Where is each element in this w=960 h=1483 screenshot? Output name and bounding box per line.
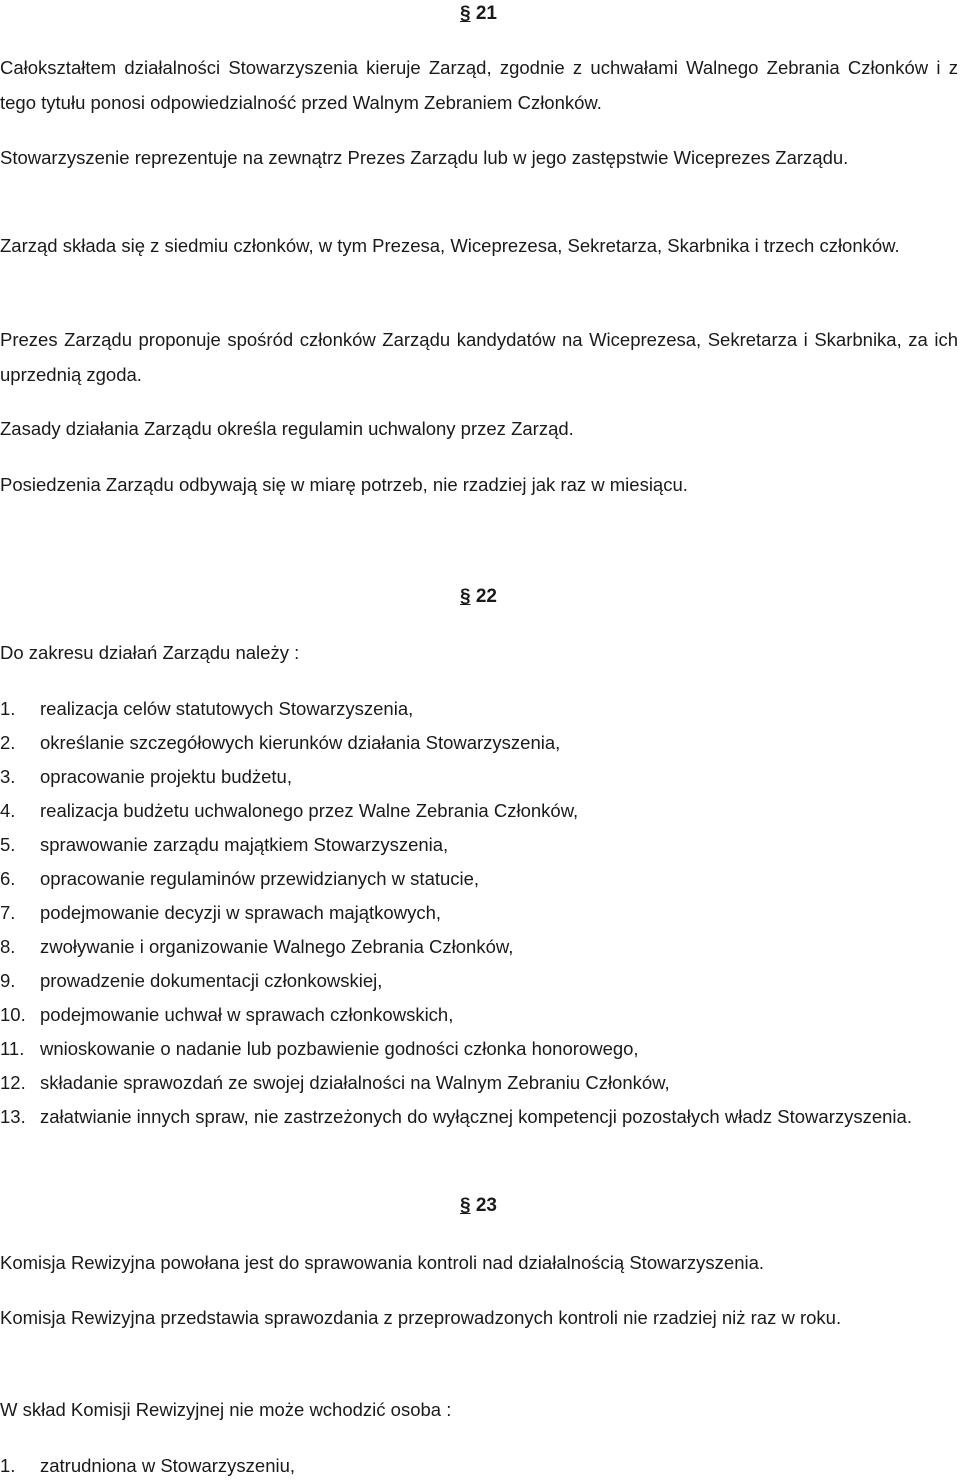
section-number: 23 xyxy=(475,1195,497,1216)
item-number: 12. xyxy=(0,1072,26,1093)
item-text: sprawowanie zarządu majątkiem Stowarzyszenia, xyxy=(40,834,449,855)
item-number: 4. xyxy=(0,800,16,821)
list-item xyxy=(0,964,958,998)
list-item xyxy=(0,896,958,930)
item-number: 1. xyxy=(0,1455,16,1476)
exclusions-list xyxy=(0,1449,958,1483)
item-text: załatwianie innych spraw, nie zastrzeżonych do wyłącznej kompetencji pozostałych władz Stowarzyszenia. xyxy=(40,1106,912,1127)
paragraph: W skład Komisji Rewizyjnej nie może wchodzić osoba : xyxy=(0,1399,452,1420)
list-item xyxy=(0,862,958,896)
list-item xyxy=(0,726,958,760)
list-item xyxy=(0,828,958,862)
section-number: 21 xyxy=(475,3,497,24)
item-number: 13. xyxy=(0,1106,26,1127)
item-number: 10. xyxy=(0,1004,26,1025)
list-item xyxy=(0,692,958,726)
duties-list xyxy=(0,692,958,1134)
list-item xyxy=(0,1066,958,1100)
section-number: 22 xyxy=(475,586,497,607)
paragraph: Zarząd składa się z siedmiu członków, w tym Prezesa, Wiceprezesa, Sekretarza, Skarbnika i trzech członków. xyxy=(0,235,900,256)
item-number: 11. xyxy=(0,1038,25,1059)
section-sign: § xyxy=(460,1195,471,1216)
list-item xyxy=(0,998,958,1032)
paragraph: Prezes Zarządu proponuje spośród członków Zarządu kandydatów na Wiceprezesa, Sekretarza i Skarbnika, za ich uprzednią zgoda. xyxy=(0,329,958,385)
item-number: 3. xyxy=(0,766,16,787)
section-heading-23 xyxy=(460,1194,497,1218)
item-text: zatrudniona w Stowarzyszeniu, xyxy=(40,1455,296,1476)
list-item xyxy=(0,930,958,964)
list-item xyxy=(0,1032,958,1066)
paragraph: Komisja Rewizyjna powołana jest do sprawowania kontroli nad działalnością Stowarzyszenia. xyxy=(0,1252,765,1273)
list-item xyxy=(0,1449,958,1483)
item-number: 8. xyxy=(0,936,16,957)
item-text: składanie sprawozdań ze swojej działalności na Walnym Zebraniu Członków, xyxy=(40,1072,670,1093)
item-text: prowadzenie dokumentacji członkowskiej, xyxy=(40,970,383,991)
paragraph: Całokształtem działalności Stowarzyszenia kieruje Zarząd, zgodnie z uchwałami Walnego Zebrania Członków i z tego tytułu ponosi odpowiedzialność przed Walnym Zebraniem Członków. xyxy=(0,57,958,113)
item-text: opracowanie regulaminów przewidzianych w statucie, xyxy=(40,868,480,889)
item-text: określanie szczegółowych kierunków działania Stowarzyszenia, xyxy=(40,732,561,753)
item-text: podejmowanie uchwał w sprawach członkowskich, xyxy=(40,1004,454,1025)
section-sign: § xyxy=(460,3,471,24)
item-number: 6. xyxy=(0,868,16,889)
list-item xyxy=(0,760,958,794)
list-item xyxy=(0,794,958,828)
paragraph: Zasady działania Zarządu określa regulamin uchwalony przez Zarząd. xyxy=(0,418,574,439)
list-intro: Do zakresu działań Zarządu należy : xyxy=(0,642,300,663)
item-number: 1. xyxy=(0,698,16,719)
paragraph: Komisja Rewizyjna przedstawia sprawozdania z przeprowadzonych kontroli nie rzadziej niż raz w roku. xyxy=(0,1307,842,1328)
item-number: 9. xyxy=(0,970,16,991)
paragraph: Posiedzenia Zarządu odbywają się w miarę potrzeb, nie rzadziej jak raz w miesiącu. xyxy=(0,474,688,495)
paragraph: Stowarzyszenie reprezentuje na zewnątrz Prezes Zarządu lub w jego zastępstwie Wiceprezes Zarządu. xyxy=(0,147,849,168)
item-number: 5. xyxy=(0,834,16,855)
list-item xyxy=(0,1100,958,1134)
item-text: realizacja budżetu uchwalonego przez Walne Zebrania Członków, xyxy=(40,800,579,821)
item-text: opracowanie projektu budżetu, xyxy=(40,766,292,787)
item-number: 2. xyxy=(0,732,16,753)
item-text: realizacja celów statutowych Stowarzyszenia, xyxy=(40,698,414,719)
section-heading-21 xyxy=(460,2,497,26)
item-text: zwoływanie i organizowanie Walnego Zebrania Członków, xyxy=(40,936,514,957)
item-text: wnioskowanie o nadanie lub pozbawienie godności członka honorowego, xyxy=(40,1038,639,1059)
section-heading-22 xyxy=(460,585,497,609)
section-sign: § xyxy=(460,586,471,607)
item-number: 7. xyxy=(0,902,16,923)
item-text: podejmowanie decyzji w sprawach majątkowych, xyxy=(40,902,442,923)
